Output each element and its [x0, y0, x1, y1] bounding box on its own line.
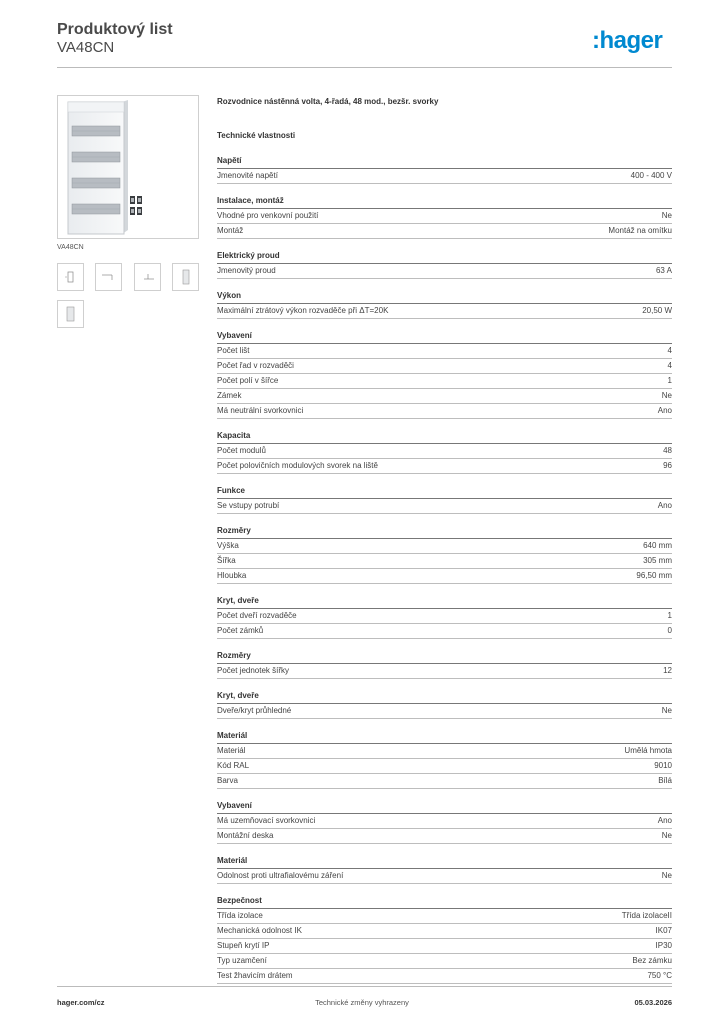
spec-label: Jmenovité napětí: [217, 171, 278, 180]
spec-label: Počet modulů: [217, 446, 266, 455]
footer-disclaimer: Technické změny vyhrazeny: [315, 998, 409, 1007]
spec-label: Jmenovitý proud: [217, 266, 276, 275]
page-title: Produktový list: [57, 21, 173, 38]
spec-value: Ano: [657, 406, 672, 415]
spec-row: [217, 609, 672, 624]
spec-label: Stupeň krytí IP: [217, 941, 270, 950]
spec-row: [217, 774, 672, 789]
spec-label: Typ uzamčení: [217, 956, 267, 965]
spec-row: [217, 954, 672, 969]
spec-row: [217, 704, 672, 719]
spec-group-title: Vybavení: [217, 799, 672, 814]
spec-value: IK07: [655, 926, 672, 935]
spec-group: [217, 329, 672, 419]
thumbnail-front[interactable]: [57, 263, 84, 291]
spec-label: Počet polovičních modulových svorek na liště: [217, 461, 378, 470]
spec-group: [217, 249, 672, 279]
footer-website[interactable]: hager.com/cz: [57, 998, 105, 1007]
spec-group-title: Rozměry: [217, 524, 672, 539]
thumbnail-detail[interactable]: [57, 300, 84, 328]
image-caption: VA48CN: [57, 244, 84, 251]
spec-groups: [217, 154, 672, 984]
spec-group: [217, 524, 672, 584]
spec-label: Počet dveří rozvaděče: [217, 611, 297, 620]
spec-label: Test žhavicím drátem: [217, 971, 293, 980]
thumbnail-top[interactable]: [134, 263, 161, 291]
spec-label: Se vstupy potrubí: [217, 501, 280, 510]
spec-label: Odolnost proti ultrafialovému záření: [217, 871, 344, 880]
spec-value: Ne: [661, 871, 672, 880]
product-code: VA48CN: [57, 39, 115, 56]
spec-label: Má uzemňovací svorkovnici: [217, 816, 316, 825]
spec-row: [217, 224, 672, 239]
spec-group: [217, 729, 672, 789]
spec-group: [217, 649, 672, 679]
product-description: Rozvodnice nástěnná volta, 4-řadá, 48 mod., bezšr. svorky: [217, 97, 439, 106]
spec-group: [217, 429, 672, 474]
spec-row: [217, 664, 672, 679]
spec-label: Maximální ztrátový výkon rozvaděče při ΔT=20K: [217, 306, 389, 315]
drawing-back-icon: [173, 264, 198, 290]
spec-value: 20,50 W: [642, 306, 672, 315]
drawing-top-icon: [135, 264, 160, 290]
spec-row: [217, 939, 672, 954]
spec-value: 0: [667, 626, 672, 635]
spec-value: Ne: [661, 706, 672, 715]
spec-group: [217, 289, 672, 319]
spec-group-title: Rozměry: [217, 649, 672, 664]
spec-row: [217, 209, 672, 224]
spec-row: [217, 909, 672, 924]
spec-label: Třída izolace: [217, 911, 263, 920]
spec-row: [217, 539, 672, 554]
spec-label: Montáž: [217, 226, 244, 235]
spec-label: Vhodné pro venkovní použití: [217, 211, 319, 220]
thumbnail-back[interactable]: [172, 263, 199, 291]
spec-value: Bez zámku: [632, 956, 672, 965]
header-divider: [57, 67, 672, 68]
drawing-side-icon: [96, 264, 121, 290]
spec-group-title: Kryt, dveře: [217, 689, 672, 704]
spec-value: 48: [663, 446, 672, 455]
spec-row: [217, 499, 672, 514]
spec-value: 12: [663, 666, 672, 675]
spec-label: Šířka: [217, 556, 236, 565]
spec-group-title: Elektrický proud: [217, 249, 672, 264]
spec-group: [217, 854, 672, 884]
spec-label: Počet jednotek šířky: [217, 666, 290, 675]
spec-label: Počet zámků: [217, 626, 264, 635]
thumbnail-side[interactable]: [95, 263, 122, 291]
spec-value: 400 - 400 V: [630, 171, 672, 180]
spec-value: Umělá hmota: [624, 746, 672, 755]
spec-row: [217, 569, 672, 584]
spec-value: Třída izolaceII: [621, 911, 672, 920]
spec-label: Dveře/kryt průhledné: [217, 706, 292, 715]
spec-row: [217, 359, 672, 374]
spec-row: [217, 374, 672, 389]
spec-row: [217, 459, 672, 474]
spec-value: Montáž na omítku: [608, 226, 672, 235]
spec-value: 750 °C: [647, 971, 672, 980]
spec-group: [217, 799, 672, 844]
spec-row: [217, 444, 672, 459]
spec-group-title: Vybavení: [217, 329, 672, 344]
spec-value: 305 mm: [643, 556, 672, 565]
spec-label: Zámek: [217, 391, 242, 400]
spec-row: [217, 554, 672, 569]
spec-row: [217, 344, 672, 359]
spec-group-title: Funkce: [217, 484, 672, 499]
spec-row: [217, 304, 672, 319]
spec-label: Materiál: [217, 746, 246, 755]
spec-row: [217, 624, 672, 639]
spec-row: [217, 169, 672, 184]
spec-row: [217, 264, 672, 279]
spec-label: Barva: [217, 776, 238, 785]
spec-row: [217, 744, 672, 759]
spec-value: 96: [663, 461, 672, 470]
spec-group: [217, 594, 672, 639]
footer-divider: [57, 986, 672, 987]
spec-group-title: Instalace, montáž: [217, 194, 672, 209]
spec-group-title: Napětí: [217, 154, 672, 169]
spec-label: Počet řad v rozvaděči: [217, 361, 294, 370]
spec-row: [217, 969, 672, 984]
spec-value: Ne: [661, 391, 672, 400]
spec-row: [217, 759, 672, 774]
drawing-detail-icon: [58, 301, 83, 327]
spec-label: Má neutrální svorkovnici: [217, 406, 304, 415]
spec-value: 1: [667, 376, 672, 385]
spec-label: Montážní deska: [217, 831, 274, 840]
spec-value: Bílá: [658, 776, 672, 785]
product-image-frame: [57, 95, 199, 239]
spec-row: [217, 829, 672, 844]
spec-value: 640 mm: [643, 541, 672, 550]
spec-value: 63 A: [655, 266, 672, 275]
spec-label: Výška: [217, 541, 239, 550]
spec-value: Ano: [657, 816, 672, 825]
spec-label: Počet lišt: [217, 346, 250, 355]
spec-row: [217, 404, 672, 419]
drawing-front-icon: [58, 264, 83, 290]
spec-row: [217, 389, 672, 404]
spec-value: Ne: [661, 211, 672, 220]
spec-label: Hloubka: [217, 571, 247, 580]
spec-value: 1: [667, 611, 672, 620]
spec-column: [217, 96, 672, 994]
spec-heading: Technické vlastnosti: [217, 131, 296, 140]
spec-group: [217, 484, 672, 514]
spec-value: IP30: [655, 941, 672, 950]
footer-date: 05.03.2026: [634, 998, 672, 1007]
spec-value: Ano: [657, 501, 672, 510]
spec-group-title: Bezpečnost: [217, 894, 672, 909]
spec-group-title: Materiál: [217, 854, 672, 869]
spec-label: Mechanická odolnost IK: [217, 926, 302, 935]
spec-value: 9010: [654, 761, 672, 770]
spec-group: [217, 894, 672, 984]
spec-group-title: Kryt, dveře: [217, 594, 672, 609]
spec-label: Počet polí v šířce: [217, 376, 279, 385]
spec-group-title: Výkon: [217, 289, 672, 304]
spec-value: 4: [667, 361, 672, 370]
spec-value: Ne: [661, 831, 672, 840]
spec-group: [217, 689, 672, 719]
spec-group-title: Kapacita: [217, 429, 672, 444]
spec-value: 4: [667, 346, 672, 355]
spec-value: 96,50 mm: [636, 571, 672, 580]
spec-group: [217, 194, 672, 239]
spec-row: [217, 869, 672, 884]
spec-row: [217, 814, 672, 829]
distribution-board-image: [58, 96, 198, 238]
spec-row: [217, 924, 672, 939]
hager-logo: :hager: [592, 27, 663, 54]
spec-group: [217, 154, 672, 184]
spec-label: Kód RAL: [217, 761, 250, 770]
spec-group-title: Materiál: [217, 729, 672, 744]
